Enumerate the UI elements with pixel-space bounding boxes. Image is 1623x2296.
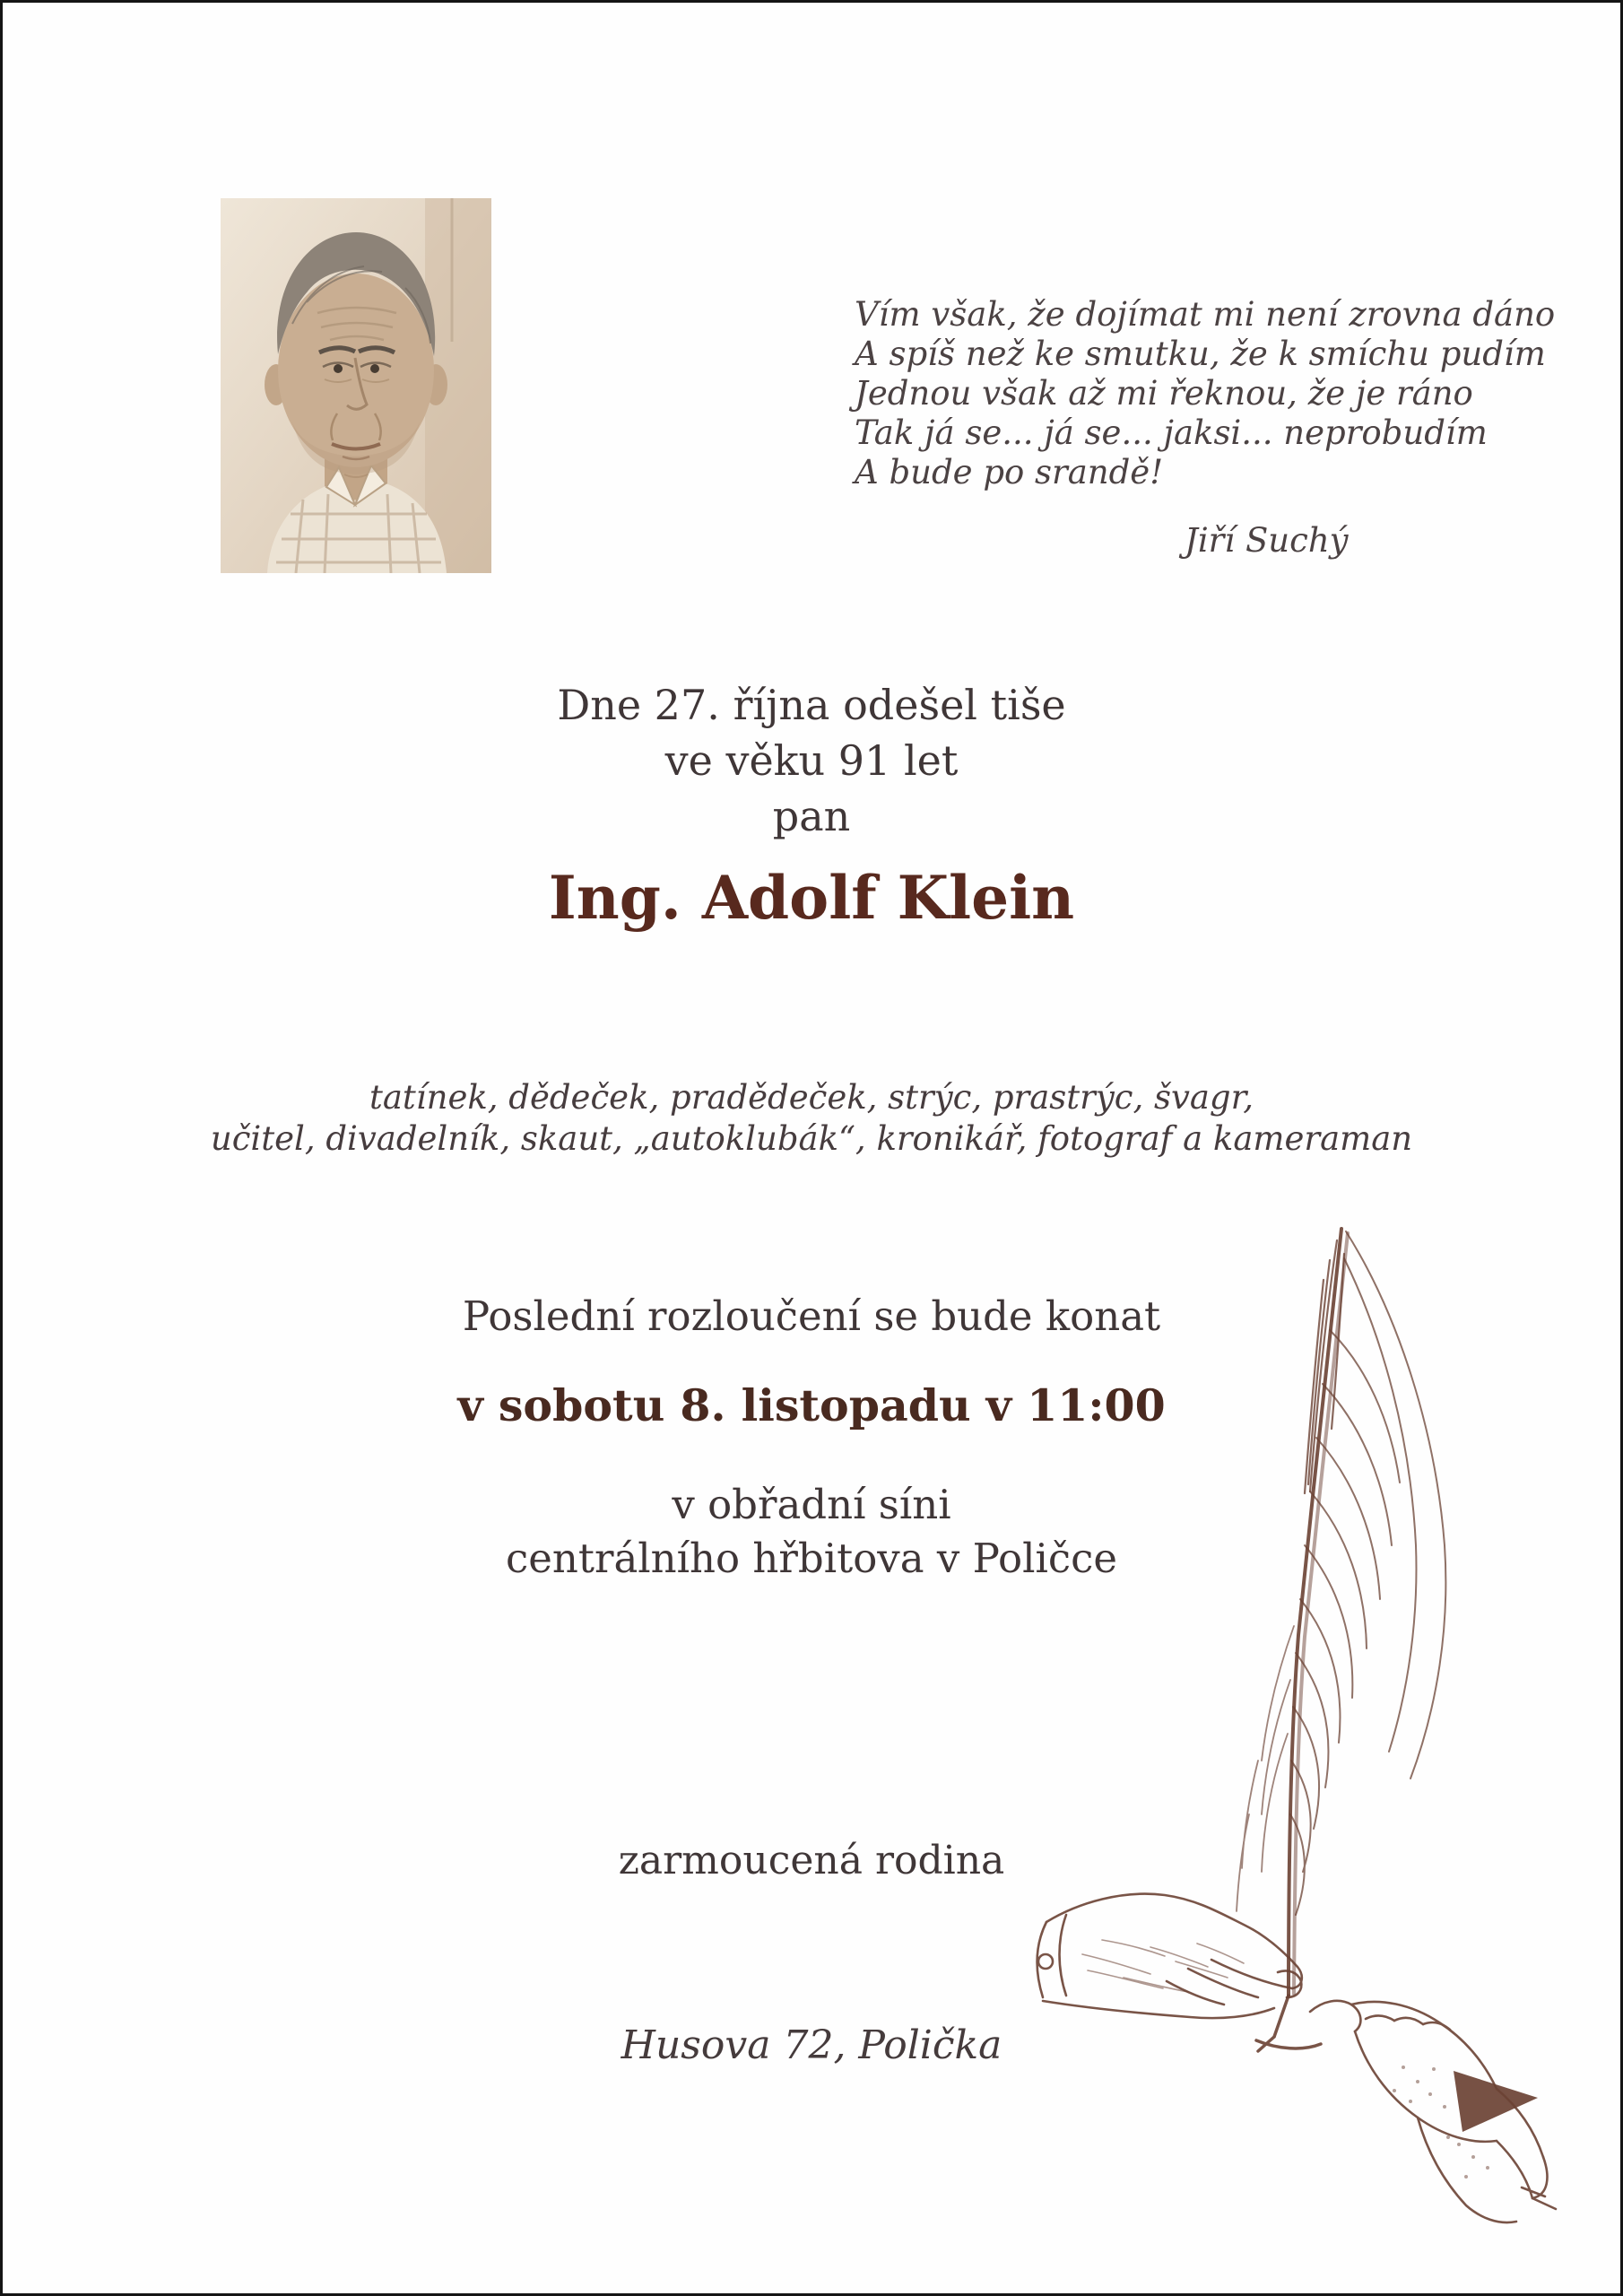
poem-line: A spíš než ke smutku, že k smíchu pudím [855,335,1546,373]
poem-line: A bude po srandě! [855,453,1164,491]
portrait-photo [221,198,491,573]
ceremony-place-line-1: v obřadní síni [672,1481,951,1528]
poem-line: Tak já se... já se... jaksi... neprobudím [855,413,1488,452]
address: Husova 72, Polička [621,2022,1002,2068]
quill-illustration-svg [989,1205,1599,2245]
announcement-line-3: pan [772,792,851,840]
quill-hands-illustration [989,1205,1599,2245]
poem-line: Vím však, že dojímat mi není zrovna dáno [855,295,1556,334]
announcement-line-1: Dne 27. října odešel tiše [557,681,1066,729]
poem [855,295,1556,492]
portrait-illustration [221,198,491,573]
ceremony-datetime: v sobotu 8. listopadu v 11:00 [457,1379,1166,1431]
ceremony-place [3,1478,1620,1586]
roles [3,1077,1620,1160]
family-signature: zarmoucená rodina [618,1838,1005,1883]
ceremony-intro: Poslední rozloučení se bude konat [462,1292,1161,1340]
announcement [3,677,1620,844]
announcement-line-2: ve věku 91 let [664,736,959,785]
ceremony-place-line-2: centrálního hřbitova v Poličce [506,1535,1117,1582]
deceased-name: Ing. Adolf Klein [548,863,1075,933]
poem-attribution: Jiří Suchý [1185,521,1349,560]
roles-line-1: tatínek, dědeček, pradědeček, strýc, prastrýc, švagr, [369,1078,1254,1117]
roles-line-2: učitel, divadelník, skaut, „autoklubák“, kronikář, fotograf a kameraman [210,1119,1413,1158]
poem-line: Jednou však až mi řeknou, že je ráno [855,374,1473,413]
